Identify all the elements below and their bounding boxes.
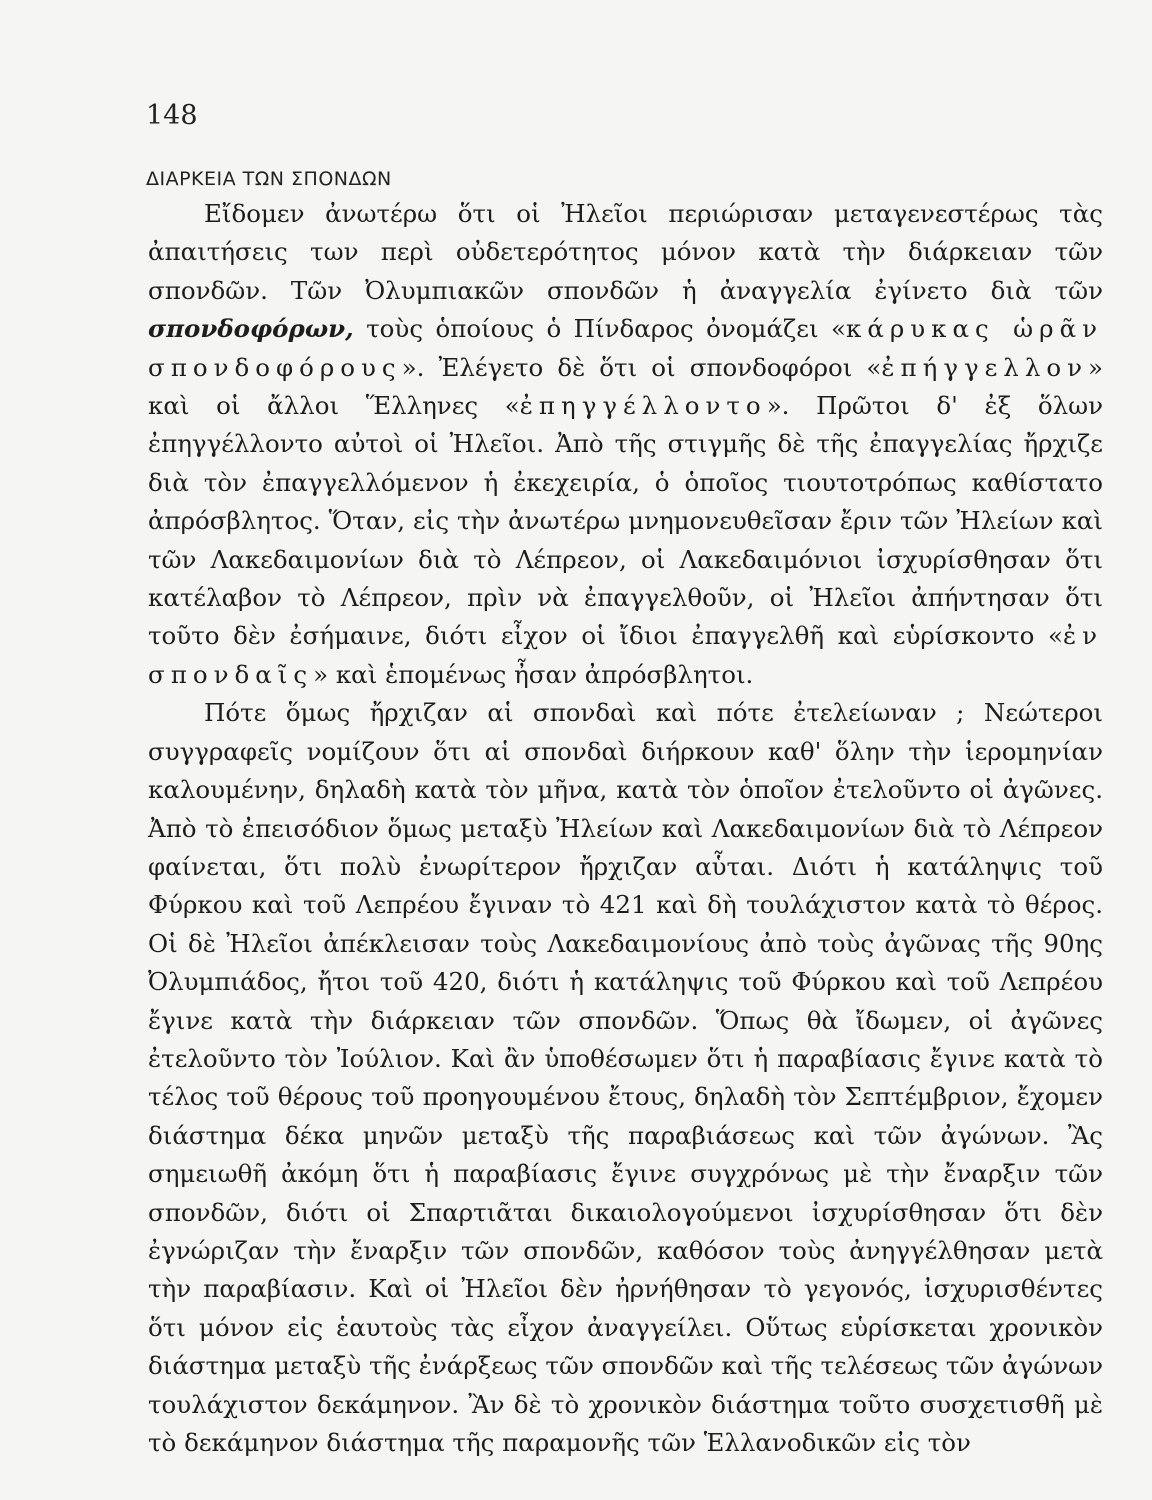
section-title: ΔΙΑΡΚΕΙΑ ΤΩΝ ΣΠΟΝΔΩΝ [146, 168, 392, 190]
text-segment: Εἴδομεν ἀνωτέρω ὅτι οἱ Ἠλεῖοι περιώρισαν μεταγενεστέρως τὰς ἀπαιτήσεις των περὶ οὐδετερότητος μόνον κατὰ τὴν διάρκειαν τῶν σπονδῶν. Τῶν Ὀλυμπιακῶν σπονδῶν ἡ ἀναγγελία ἐγίνετο διὰ τῶν [148, 199, 1103, 305]
text-segment: » καὶ ἑπομένως ἦσαν ἀπρόσβλητοι. [313, 659, 754, 689]
paragraph-1 [148, 195, 1103, 694]
text-segment: ». Πρῶτοι δ' ἐξ ὅλων ἐπηγγέλλοντο αὐτοὶ οἱ Ἠλεῖοι. Ἀπὸ τῆς στιγμῆς δὲ τῆς ἐπαγγελίας ἤρχιζε διὰ τὸν ἐπαγγελλόμενον ἡ ἐκεχειρία, ὁ ὁποῖος τιουτοτρόπως καθίστατο ἀπρόσβλητος. Ὅταν, εἰς τὴν ἀνωτέρω μνημονευθεῖσαν ἔριν τῶν Ἠλείων καὶ τῶν Λακεδαιμονίων διὰ τὸ Λέπρεον, οἱ Λακεδαιμόνιοι ἰσχυρίσθησαν ὅτι κατέλαβον τὸ Λέπρεον, πρὶν νὰ ἐπαγγελθοῦν, οἱ Ἠλεῖοι ἀπήντησαν ὅτι τοῦτο δὲν ἐσήμαινε, διότι εἶχον οἱ ἴδιοι ἐπαγγελθῆ καὶ εὑρίσκοντο « [148, 391, 1103, 651]
spaced-quotation: ἐπήγγελλον [881, 352, 1088, 382]
paragraph-2 [148, 694, 1103, 1462]
text-segment: τοὺς ὁποίους ὁ Πίνδαρος ὀνομάζει « [353, 314, 847, 344]
body-text [148, 195, 1103, 1462]
emphasized-term: σπονδοφόρων, [148, 314, 354, 344]
spaced-quotation: ἐπηγγέλλοντο [519, 391, 767, 421]
spaced-quotation: ἐν σπονδαῖς [148, 621, 1103, 689]
text-segment: » καὶ οἱ ἄλλοι Ἕλληνες « [148, 352, 1103, 421]
spaced-quotation: κάρυκας ὡρᾶν σπονδοφόρους [148, 314, 1104, 382]
text-segment: Πότε ὅμως ἤρχιζαν αἱ σπονδαὶ καὶ πότε ἐτελείωναν ; Νεώτεροι συγγραφεῖς νομίζουν ὅτι αἱ σπονδαὶ διήρκουν καθ' ὅλην τὴν ἱερομηνίαν καλουμένην, δηλαδὴ κατὰ τὸν μῆνα, κατὰ τὸν ὁποῖον ἐτελοῦντο οἱ ἀγῶνες. Ἀπὸ τὸ ἐπεισόδιον ὅμως μεταξὺ Ἠλείων καὶ Λακεδαιμονίων διὰ τὸ Λέπρεον φαίνεται, ὅτι πολὺ ἐνωρίτερον ἤρχιζαν αὗται. Διότι ἡ κατάληψις τοῦ Φύρκου καὶ τοῦ Λεπρέου ἔγιναν τὸ 421 καὶ δὴ τουλάχιστον κατὰ τὸ θέρος. Οἱ δὲ Ἠλεῖοι ἀπέκλεισαν τοὺς Λακεδαιμονίους ἀπὸ τοὺς ἀγῶνας τῆς 90ης Ὀλυμπιάδος, ἤτοι τοῦ 420, διότι ἡ κατάληψις τοῦ Φύρκου καὶ τοῦ Λεπρέου ἔγινε κατὰ τὴν διάρκειαν τῶν σπονδῶν. Ὅπως θὰ ἴδωμεν, οἱ ἀγῶνες ἐτελοῦντο τὸν Ἰούλιον. Καὶ ἂν ὑποθέσωμεν ὅτι ἡ παραβίασις ἔγινε κατὰ τὸ τέλος τοῦ θέρους τοῦ προηγουμένου ἔτους, δηλαδὴ τὸν Σεπτέμβριον, ἔχομεν διάστημα δέκα μηνῶν μεταξὺ τῆς παραβιάσεως καὶ τῶν ἀγώνων. Ἂς σημειωθῆ ἀκόμη ὅτι ἡ παραβίασις ἔγινε συγχρόνως μὲ τὴν ἔναρξιν τῶν σπονδῶν, διότι οἱ Σπαρτιᾶται δικαιολογούμενοι ἰσχυρίσθησαν ὅτι δὲν ἐγνώριζαν τὴν ἔναρξιν τῶν σπονδῶν, καθόσον τοὺς ἀνηγγέλθησαν μετὰ τὴν παραβίασιν. Καὶ οἱ Ἠλεῖοι δὲν ἠρνήθησαν τὸ γεγονός, ἰσχυρισθέντες ὅτι μόνον εἰς ἑαυτοὺς τὰς εἶχον ἀναγγείλει. Οὕτως εὑρίσκεται χρονικὸν διάστημα μεταξὺ τῆς ἐνάρξεως τῶν σπονδῶν καὶ τῆς τελέσεως τῶν ἀγώνων τουλάχιστον δεκάμηνον. Ἂν δὲ τὸ χρονικὸν διάστημα τοῦτο συσχετισθῆ μὲ τὸ δεκάμηνον διάστημα τῆς παραμονῆς τῶν Ἑλλανοδικῶν εἰς τὸν [148, 698, 1104, 1457]
text-segment: ». Ἐλέγετο δὲ ὅτι οἱ σπονδοφόροι « [401, 352, 882, 382]
page-number: 148 [146, 100, 198, 131]
